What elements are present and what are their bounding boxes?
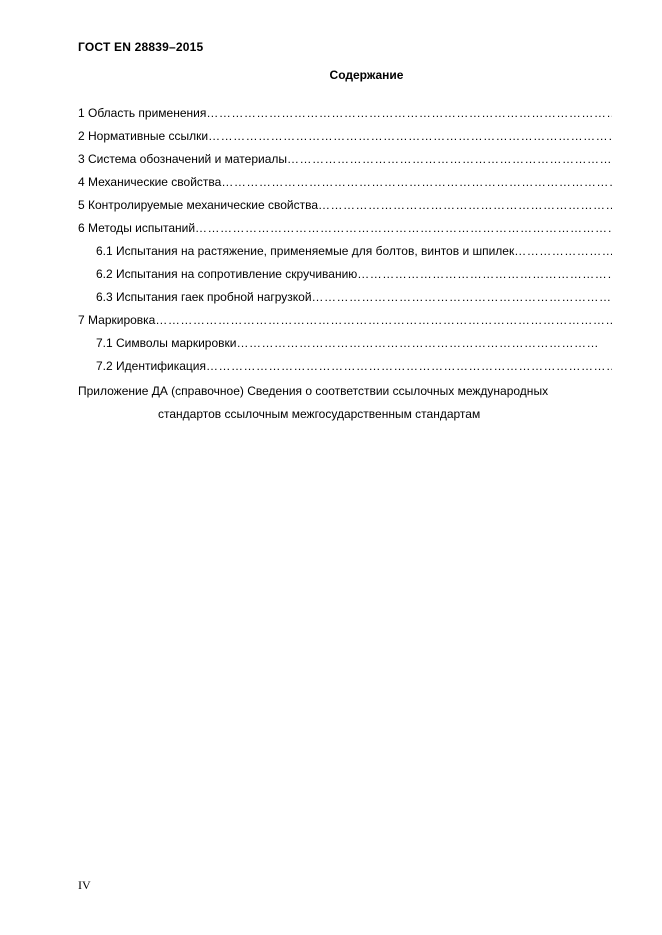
toc-item-5[interactable] xyxy=(78,197,612,213)
dot-leader xyxy=(514,243,612,259)
toc-item-label: 1 Область применения xyxy=(78,106,207,120)
toc-item-3[interactable] xyxy=(78,151,612,167)
toc-item-6[interactable] xyxy=(78,220,612,236)
toc-item-7-2[interactable] xyxy=(96,358,612,374)
dot-leader xyxy=(221,174,612,190)
toc-item-label: 6.3 Испытания гаек пробной нагрузкой xyxy=(96,290,312,304)
toc-item-label: 7.2 Идентификация xyxy=(96,359,206,373)
dot-leader xyxy=(206,358,612,374)
dot-leader xyxy=(155,312,612,328)
toc-item-label: 6.1 Испытания на растяжение, применяемые для болтов, винтов и шпилек xyxy=(96,244,515,258)
dot-leader xyxy=(357,266,612,282)
toc-item-6-2[interactable] xyxy=(96,266,612,282)
toc-item-7-1[interactable] xyxy=(96,335,600,351)
toc-item-label: 3 Система обозначений и материалы xyxy=(78,152,287,166)
toc-item-label: 6 Методы испытаний xyxy=(78,221,196,235)
toc-item-2[interactable] xyxy=(78,128,612,144)
dot-leader xyxy=(206,105,612,121)
document-code: ГОСТ EN 28839–2015 xyxy=(78,40,204,54)
toc-item-label: 4 Механические свойства xyxy=(78,175,222,189)
toc-item-label: 2 Нормативные ссылки xyxy=(78,129,209,143)
toc-appendix-line-2[interactable]: стандартов ссылочным межгосударственным стандартам xyxy=(158,407,481,421)
dot-leader xyxy=(312,289,612,305)
toc-item-label: 5 Контролируемые механические свойства xyxy=(78,198,318,212)
dot-leader xyxy=(287,151,612,167)
toc-item-6-3[interactable] xyxy=(96,289,612,305)
toc-item-label: 6.2 Испытания на сопротивление скручиванию xyxy=(96,267,358,281)
toc-item-4[interactable] xyxy=(78,174,612,190)
dot-leader xyxy=(236,335,600,351)
toc-item-7[interactable] xyxy=(78,312,612,328)
toc-item-label: 7 Маркировка xyxy=(78,313,156,327)
toc-item-6-1[interactable] xyxy=(96,243,612,259)
toc-item-label: 7.1 Символы маркировки xyxy=(96,336,237,350)
page-number: IV xyxy=(78,878,91,892)
toc-appendix-line-1[interactable]: Приложение ДА (справочное) Сведения о соответствии ссылочных международных xyxy=(78,384,549,398)
toc-heading: Содержание xyxy=(329,68,404,82)
dot-leader xyxy=(318,197,612,213)
dot-leader xyxy=(208,128,612,144)
dot-leader xyxy=(195,220,612,236)
toc-item-1[interactable] xyxy=(78,105,612,121)
